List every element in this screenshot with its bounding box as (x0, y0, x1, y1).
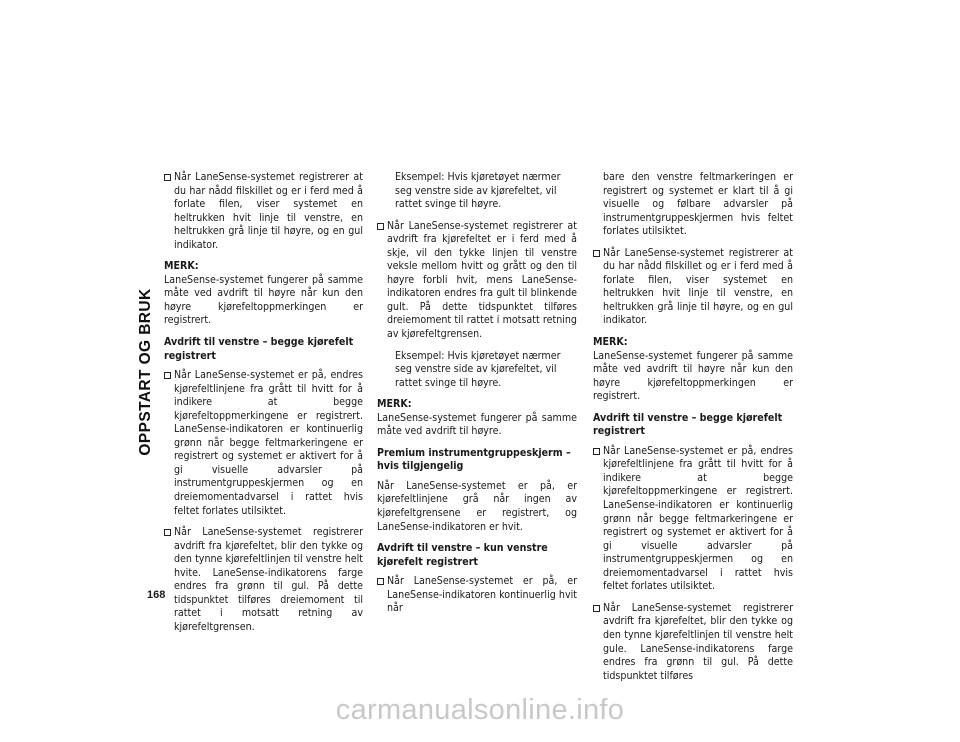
note-label: MERK: (593, 336, 628, 349)
column-2 (377, 171, 577, 624)
page-number: 168 (147, 589, 166, 601)
bullet-paragraph: Når LaneSense-systemet registrerer at avdrift fra kjørefeltet er i ferd med å skje, vil den tykke linjen til venstre veksle mellom hvitt og grått og den til høyre forbli hvit, mens LaneSense-indikatoren endres fra gult til blinkende gult. På dette tidspunktet tilføres dreiemoment til rattet i motsatt retning av kjørefeltgrensen. (377, 220, 577, 342)
example-text: Eksempel: Hvis kjøretøyet nærmer seg venstre side av kjørefeltet, vil rattet svinge til høyre. (395, 349, 561, 389)
bullet-paragraph: Når LaneSense-systemet er på, er LaneSense-indikatoren kontinuerlig hvit når (377, 575, 577, 616)
section-heading: Avdrift til venstre – begge kjørefelt registrert (593, 411, 783, 438)
bullet-paragraph: Når LaneSense-systemet registrerer at du har nådd filskillet og er i ferd med å forlate filen, viser systemet en heltrukken hvit linje til venstre, en heltrukken grå linje til høyre, og en gul indikator. (593, 247, 793, 328)
section-side-tab (133, 172, 159, 572)
bullet-paragraph: Når LaneSense-systemet registrerer avdrift fra kjørefeltet, blir den tykke og den tynne kjørefeltlinjen til venstre helt gule. LaneSense-indikatorens farge endres fra grønn til gul. På dette tidspunktet tilføres (593, 602, 793, 683)
bullet-paragraph: Når LaneSense-systemet er på, endres kjørefeltlinjene fra grått til hvitt for å indikere at begge kjørefeltoppmerkingene er registrert. LaneSense-indikatoren er kontinuerlig grønn når begge feltmarkeringene er registrert og systemet er aktivert for å gi visuelle advarsler på instrumentgruppeskjermen og en dreiemomentadvarsel i rattet hvis feltet forlates utilsiktet. (164, 369, 363, 518)
note-text: LaneSense-systemet fungerer på samme måte ved avdrift til høyre når kun den høyre kjørefeltoppmerkingen er registrert. (593, 349, 793, 403)
column-3 (593, 171, 793, 691)
note-text: LaneSense-systemet fungerer på samme måte ved avdrift til høyre når kun den høyre kjørefeltoppmerkingen er registrert. (164, 273, 363, 327)
section-heading: Avdrift til venstre – begge kjørefelt registrert (164, 336, 354, 362)
bullet-paragraph: Når LaneSense-systemet er på, endres kjørefeltlinjene fra grått til hvitt for å indikere at begge kjørefeltoppmerkingene er registrert. LaneSense-indikatoren er kontinuerlig grønn når begge feltmarkeringene er registrert og systemet er aktivert for å gi visuelle advarsler på instrumentgruppeskjermen og en dreiemomentadvarsel i rattet hvis feltet forlates utilsiktet. (593, 445, 793, 594)
continued-paragraph: bare den venstre feltmarkeringen er registrert og systemet er klart til å gi visuelle og følbare advarsler på instrumentgruppeskjermen hvis feltet forlates utilsiktet. (603, 171, 793, 238)
note-label: MERK: (377, 398, 412, 411)
bullet-paragraph: Når LaneSense-systemet registrerer avdrift fra kjørefeltet, blir den tykke og den tynne kjørefeltlinjen til venstre helt hvite. LaneSense-indikatorens farge endres fra grønn til gul. På dette tidspunktet tilføres dreiemoment til rattet i motsatt retning av kjørefeltgrensen. (164, 526, 363, 634)
section-heading: Avdrift til venstre – kun venstre kjørefelt registrert (377, 542, 548, 568)
body-paragraph: Når LaneSense-systemet er på, er kjørefeltlinjene grå når ingen av kjørefeltgrensene er registrert, og LaneSense-indikatoren er hvit. (377, 479, 577, 533)
section-heading: Premium instrumentgruppeskjerm – hvis tilgjengelig (377, 446, 571, 473)
watermark-text: carmanualsonline.info (335, 694, 625, 726)
section-title: OPPSTART OG BRUK (137, 288, 154, 456)
bullet-paragraph: Når LaneSense-systemet registrerer at du har nådd filskillet og er i ferd med å forlate filen, viser systemet en heltrukken hvit linje til venstre, en heltrukken grå linje til høyre, og en gul indikator. (164, 171, 363, 252)
column-1 (164, 171, 363, 643)
note-text: LaneSense-systemet fungerer på samme måte ved avdrift til høyre. (377, 411, 577, 438)
note-label: MERK: (164, 260, 199, 273)
example-text: Eksempel: Hvis kjøretøyet nærmer seg venstre side av kjørefeltet, vil rattet svinge til høyre. (395, 171, 561, 211)
